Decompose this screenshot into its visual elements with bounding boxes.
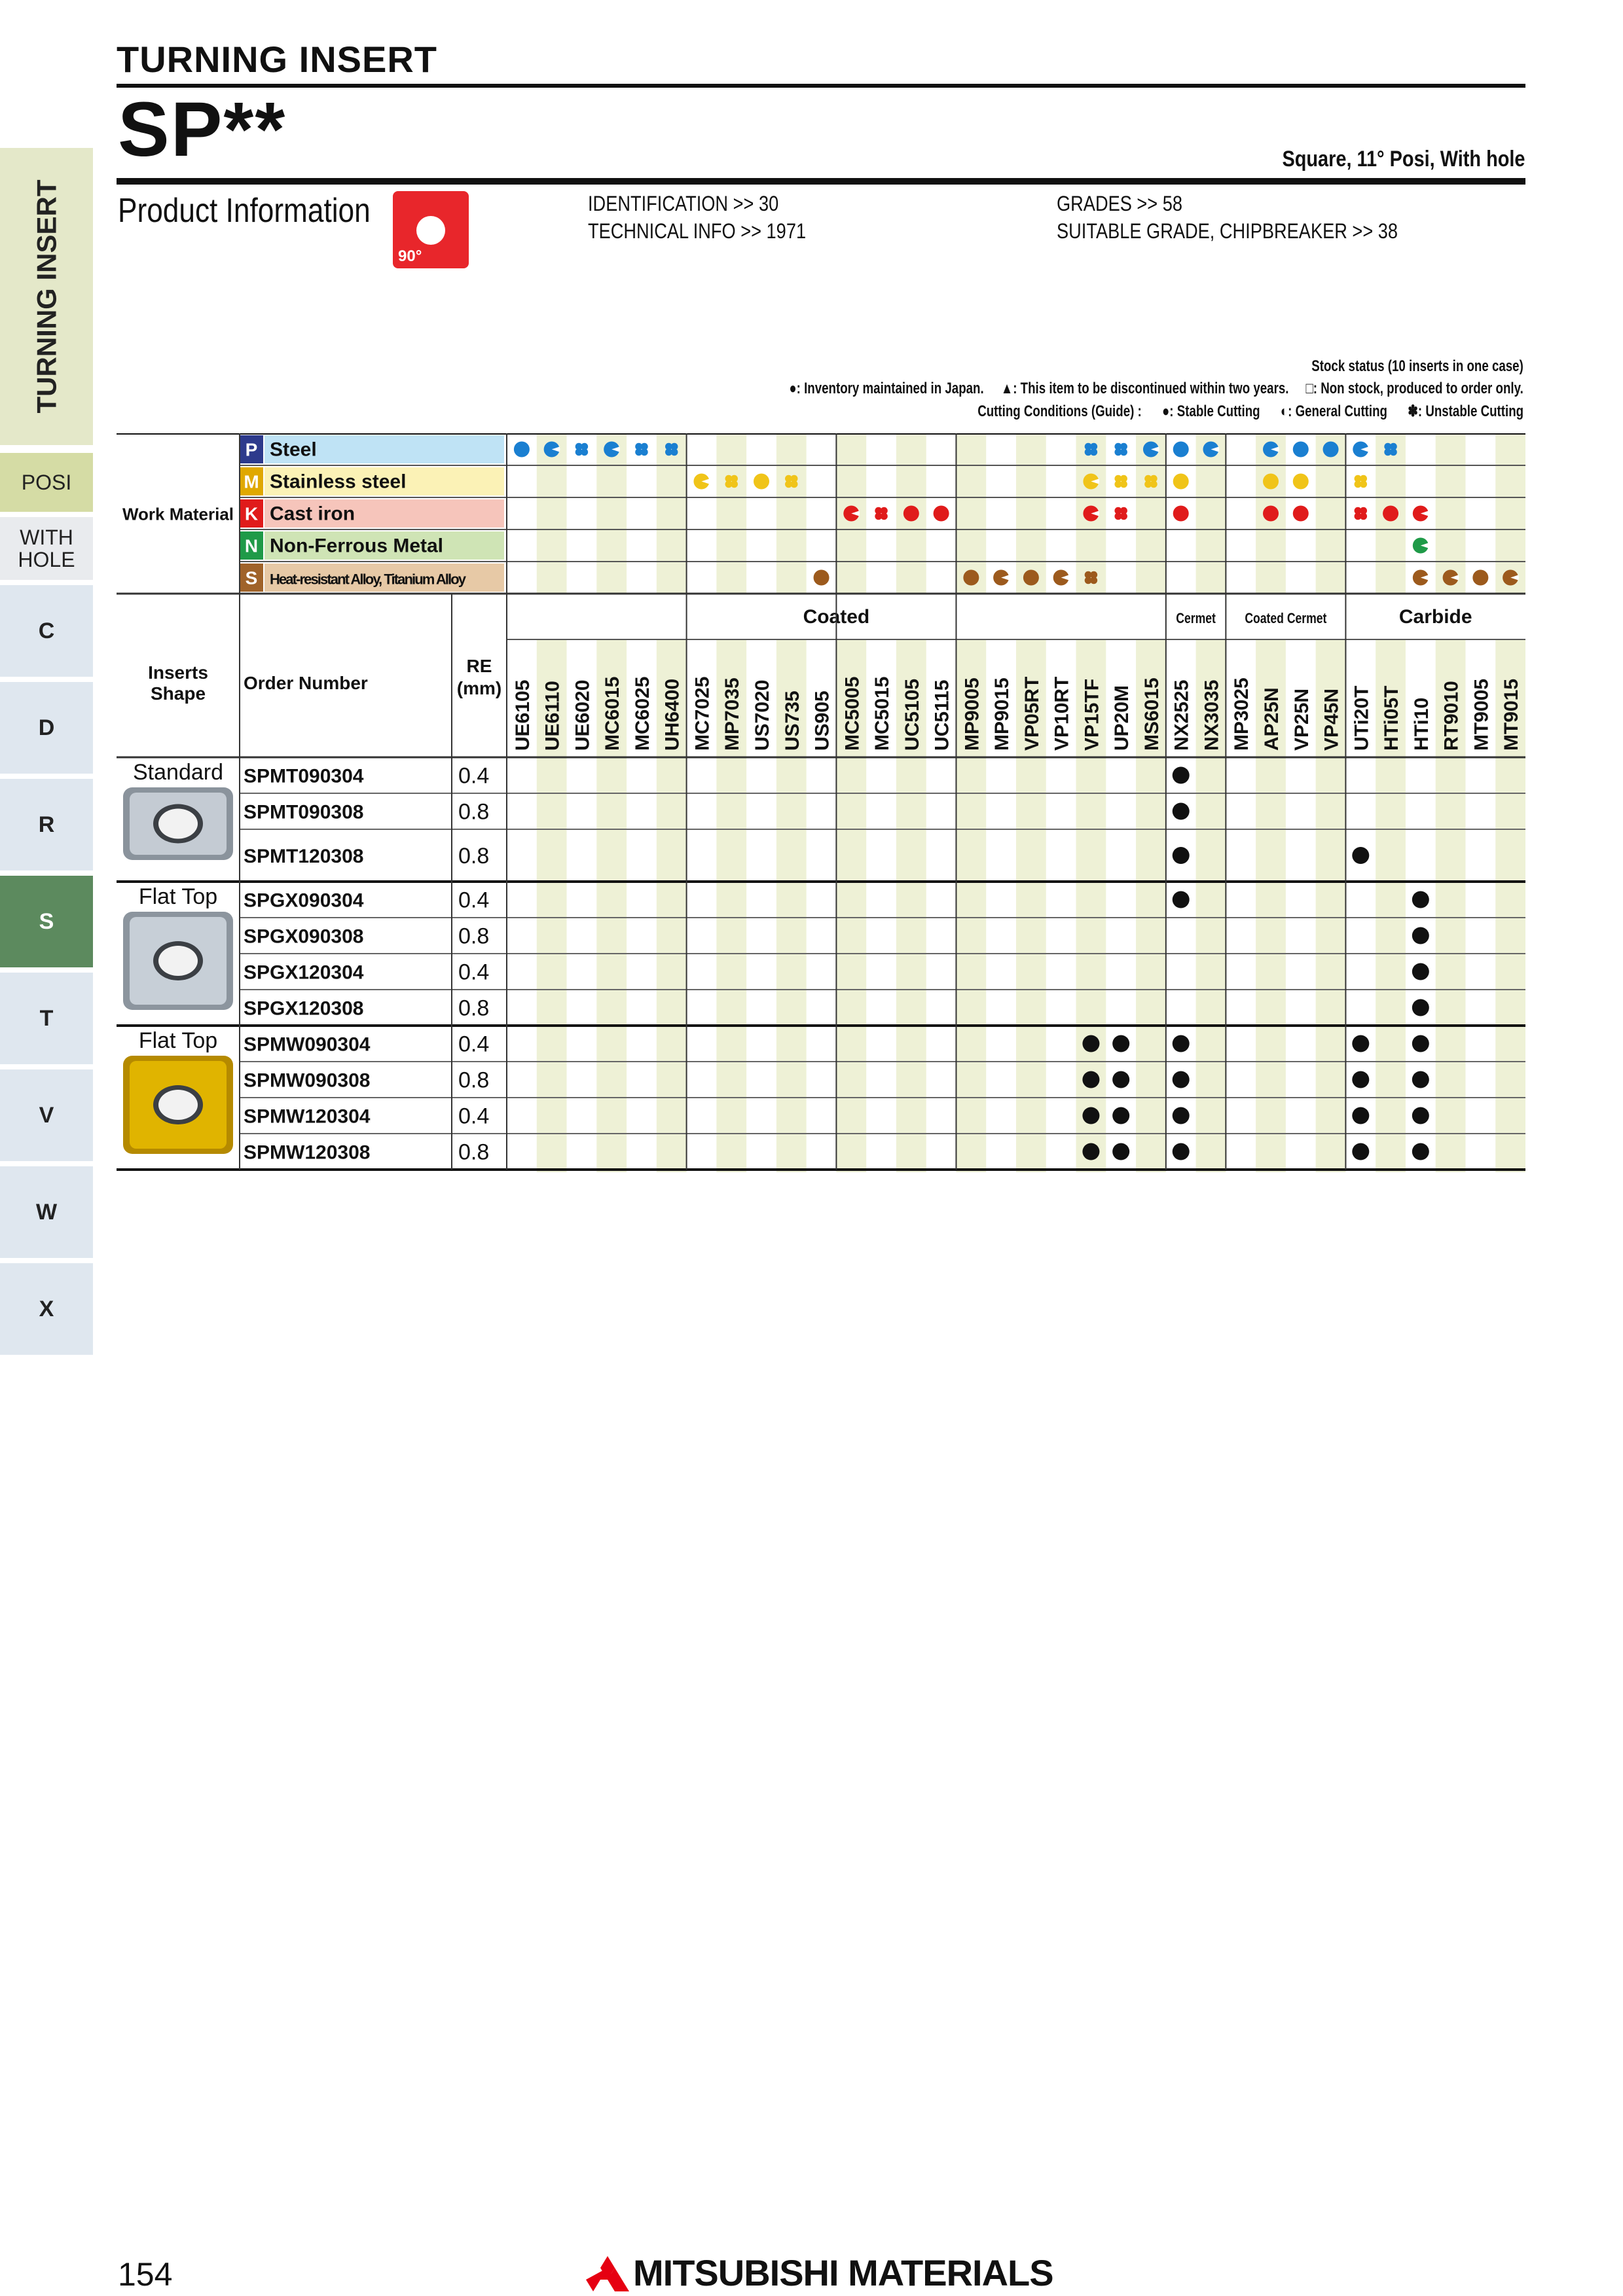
grade-label: MC5005: [841, 676, 864, 751]
legend-inventory: : Inventory maintained in Japan.: [796, 380, 984, 397]
re-value: 0.4: [458, 960, 490, 985]
general-cutting-icon: ◐: [1280, 403, 1288, 420]
work-material-label: Work Material: [122, 504, 234, 524]
grade-label: VP10RT: [1051, 676, 1073, 751]
series-title: SP**: [118, 86, 287, 173]
side-tab-posi-label: POSI: [21, 470, 72, 494]
side-tab-r[interactable]: R: [0, 779, 93, 870]
inventory-dot: [1352, 1035, 1369, 1052]
grade-label: MS6015: [1140, 677, 1163, 751]
side-tab-w[interactable]: W: [0, 1166, 93, 1258]
grade-label: HTi05T: [1381, 685, 1403, 751]
stable-cutting-mark: [963, 570, 979, 586]
reference-links-right: [1057, 190, 1398, 245]
material-name: Non-Ferrous Metal: [270, 535, 444, 557]
brand-logo: [586, 2251, 1053, 2294]
legend-cutting-conditions: Cutting Conditions (Guide) :: [977, 403, 1142, 420]
stable-cutting-mark: [1293, 474, 1309, 490]
grade-label: UC5105: [901, 678, 923, 751]
inventory-dot: [1412, 891, 1429, 908]
material-code: S: [245, 567, 258, 588]
inventory-dot: [1173, 1035, 1190, 1052]
header-rule-thick: [117, 178, 1525, 185]
grade-label: UP20M: [1111, 685, 1133, 751]
inventory-dot: [1082, 1143, 1099, 1160]
ref-identification[interactable]: IDENTIFICATION >> 30: [588, 192, 779, 215]
shape-label: Flat Top: [138, 1028, 218, 1053]
grade-label: UC5115: [931, 679, 953, 751]
order-number: SPMW120304: [244, 1105, 371, 1128]
side-tab-turning-insert-label: TURNING INSERT: [31, 179, 62, 414]
material-code: K: [244, 503, 259, 524]
group-header-cermet: Cermet: [1176, 611, 1216, 627]
shape-label: Flat Top: [138, 884, 218, 909]
side-tab-with-hole-line2: HOLE: [18, 548, 75, 571]
ref-grades[interactable]: GRADES >> 58: [1057, 192, 1183, 215]
material-name: Stainless steel: [270, 471, 407, 493]
grade-label: MC5015: [871, 676, 894, 751]
inventory-dot: [1082, 1035, 1099, 1052]
inventory-dot: [1412, 927, 1429, 944]
inventory-dot: [1173, 803, 1190, 820]
inventory-dot: [1173, 1143, 1190, 1160]
legend-non-stock: : Non stock, produced to order only.: [1313, 380, 1523, 397]
re-value: 0.8: [458, 924, 490, 949]
material-name: Heat-resistant Alloy, Titanium Alloy: [270, 571, 466, 588]
group-header-coated-cermet: Coated Cermet: [1245, 611, 1327, 627]
inventory-dot: [1412, 999, 1429, 1016]
stable-cutting-mark: [1173, 506, 1189, 522]
inventory-dot: [1173, 1107, 1190, 1124]
material-name: Cast iron: [270, 503, 356, 525]
inventory-dot: [1082, 1071, 1099, 1088]
grade-label: US735: [781, 691, 803, 751]
grade-label: VP25N: [1290, 688, 1313, 751]
stable-cutting-mark: [1263, 474, 1279, 490]
inventory-dot: [1352, 1143, 1369, 1160]
reference-links-left: [588, 190, 806, 245]
inventory-dot: [1112, 1143, 1129, 1160]
re-value: 0.8: [458, 1067, 490, 1093]
inserts-shape-header-2: Shape: [150, 683, 206, 704]
legend-general: : General Cutting: [1288, 403, 1387, 420]
stable-cutting-mark: [1023, 570, 1039, 586]
inventory-dot: [1412, 1071, 1429, 1088]
re-value: 0.4: [458, 1031, 490, 1057]
grade-label: MP9015: [991, 677, 1013, 751]
side-tab-t[interactable]: T: [0, 973, 93, 1064]
shape-label: Standard: [133, 760, 223, 785]
re-value: 0.4: [458, 888, 490, 913]
angle-90-icon: [393, 191, 469, 268]
side-tab-with-hole-line1: WITH: [20, 526, 73, 549]
stable-cutting-mark: [754, 474, 769, 490]
stable-cutting-mark: [1263, 506, 1279, 522]
unstable-cutting-mark: [1114, 475, 1127, 488]
grade-label: NX3035: [1201, 679, 1223, 751]
order-number-header: Order Number: [244, 673, 368, 693]
re-value: 0.8: [458, 1139, 490, 1165]
unstable-cutting-icon: ✽: [1408, 403, 1418, 420]
material-code: M: [244, 471, 259, 492]
side-tab-posi[interactable]: [0, 453, 93, 512]
order-number: SPMW090304: [244, 1033, 371, 1056]
legend-stable: : Stable Cutting: [1169, 403, 1260, 420]
stable-cutting-mark: [903, 506, 919, 522]
discontinued-triangle-icon: ▲: [1000, 380, 1013, 397]
side-tab-turning-insert[interactable]: [0, 148, 93, 445]
side-tab-d[interactable]: D: [0, 682, 93, 774]
side-tab-with-hole[interactable]: [0, 517, 93, 580]
order-number: SPMW120308: [244, 1141, 371, 1164]
stable-cutting-mark: [1293, 442, 1309, 457]
insert-hole-inner: [158, 1090, 198, 1120]
angle-label: 90°: [398, 247, 422, 265]
inserts-shape-header: Inserts: [148, 662, 208, 683]
inventory-dot: [1352, 847, 1369, 864]
grade-label: UE6110: [541, 681, 564, 751]
grade-label: UTi20T: [1351, 685, 1373, 751]
unstable-cutting-mark: [635, 443, 647, 456]
mitsubishi-logo-icon: [586, 2255, 629, 2291]
ref-suitable-grade[interactable]: SUITABLE GRADE, CHIPBREAKER >> 38: [1057, 219, 1398, 243]
grade-label: MC6015: [602, 676, 624, 751]
grade-label: VP45N: [1321, 688, 1343, 751]
order-number: SPMT120308: [244, 846, 364, 867]
grade-label: MC7025: [691, 676, 714, 751]
brand-name: MITSUBISHI MATERIALS: [633, 2252, 1053, 2293]
inventory-dot: [1112, 1107, 1129, 1124]
unstable-cutting-mark: [1355, 475, 1367, 488]
unstable-cutting-mark: [875, 507, 887, 520]
legend-stock-line: [789, 380, 1523, 398]
insert-hole-inner: [158, 809, 198, 839]
grade-label: MT9015: [1501, 678, 1523, 751]
unstable-cutting-mark: [1355, 507, 1367, 520]
grade-table-svg: [117, 433, 1525, 1172]
order-number: SPGX090308: [244, 925, 364, 948]
grade-label: US905: [811, 691, 833, 751]
inventory-dot: [1112, 1071, 1129, 1088]
inventory-dot: [1412, 1143, 1429, 1160]
legend-stock-status: [1311, 357, 1523, 376]
legend-unstable: : Unstable Cutting: [1417, 403, 1523, 420]
unstable-cutting-mark: [1114, 507, 1127, 520]
inventory-dot: [1173, 1071, 1190, 1088]
grade-label: VP05RT: [1021, 676, 1043, 751]
legend-cutting-line: [977, 402, 1523, 421]
grade-table: [117, 433, 1525, 1175]
grade-label: MC6025: [631, 676, 653, 751]
grade-label: UE6020: [572, 679, 594, 751]
inventory-dot: [1173, 767, 1190, 784]
grade-label: UE6105: [511, 679, 534, 751]
stable-cutting-mark: [934, 506, 949, 522]
stable-cutting-mark: [1173, 474, 1189, 490]
grade-label: US7020: [752, 679, 773, 751]
grade-label: MP9005: [961, 677, 983, 751]
header-rule: [117, 84, 1525, 88]
group-header-carbide: Carbide: [1398, 606, 1472, 628]
inventory-dot: [1082, 1107, 1099, 1124]
grade-label: UH6400: [661, 678, 684, 751]
stable-cutting-mark: [1293, 506, 1309, 522]
series-subtitle: Square, 11° Posi, With hole: [1282, 147, 1525, 171]
grade-label: VP15TF: [1081, 678, 1103, 751]
unstable-cutting-mark: [575, 443, 588, 456]
grade-label: MP7035: [721, 677, 744, 751]
grade-label: AP25N: [1261, 687, 1283, 751]
order-number: SPMT090308: [244, 801, 364, 823]
grade-label: MT9005: [1470, 678, 1493, 751]
grade-label: MP3025: [1231, 677, 1253, 751]
inventory-dot-icon: ●: [789, 380, 797, 397]
re-header: RE: [466, 656, 492, 676]
insert-hole-inner: [158, 946, 198, 976]
side-tab-x[interactable]: X: [0, 1263, 93, 1355]
inventory-dot: [1412, 1035, 1429, 1052]
ref-technical-info[interactable]: TECHNICAL INFO >> 1971: [588, 219, 807, 243]
side-tab-c[interactable]: C: [0, 585, 93, 677]
inventory-dot: [1412, 963, 1429, 980]
stable-cutting-mark: [814, 570, 830, 586]
side-tab-s[interactable]: S: [0, 876, 93, 967]
inventory-dot: [1412, 1107, 1429, 1124]
grade-label: NX2525: [1171, 679, 1193, 751]
order-number: SPGX090304: [244, 889, 364, 912]
order-number: SPGX120304: [244, 961, 364, 984]
stable-cutting-mark: [1383, 506, 1398, 522]
stable-cutting-mark: [1173, 442, 1189, 457]
order-number: SPMW090308: [244, 1069, 371, 1092]
grade-label: HTi10: [1410, 697, 1432, 751]
re-value: 0.4: [458, 1103, 490, 1129]
re-value: 0.8: [458, 799, 490, 825]
order-number: SPGX120308: [244, 997, 364, 1020]
re-value: 0.8: [458, 844, 490, 869]
stable-cutting-mark: [514, 442, 530, 457]
material-code: P: [245, 439, 258, 460]
stable-cutting-mark: [1472, 570, 1488, 586]
legend-discontinued: : This item to be discontinued within two years.: [1013, 380, 1289, 397]
inventory-dot: [1173, 891, 1190, 908]
inventory-dot: [1352, 1071, 1369, 1088]
order-number: SPMT090304: [244, 765, 364, 787]
inventory-dot: [1173, 847, 1190, 864]
non-stock-square-icon: □: [1305, 380, 1313, 397]
material-name: Steel: [270, 439, 317, 461]
stable-cutting-icon: ●: [1161, 403, 1170, 420]
section-title: Product Information: [118, 192, 371, 230]
unstable-cutting-mark: [1114, 443, 1127, 456]
inventory-dot: [1352, 1107, 1369, 1124]
legend-stock-status-text: Stock status (10 inserts in one case): [1311, 357, 1523, 375]
group-header-coated: Coated: [803, 606, 870, 628]
page-number: 154: [118, 2256, 173, 2293]
re-value: 0.4: [458, 763, 490, 789]
stable-cutting-mark: [1323, 442, 1339, 457]
side-tab-v[interactable]: V: [0, 1069, 93, 1161]
re-value: 0.8: [458, 996, 490, 1021]
re-unit-header: (mm): [456, 678, 502, 698]
grade-label: RT9010: [1440, 681, 1463, 751]
category-title: TURNING INSERT: [117, 39, 437, 80]
material-code: N: [244, 535, 259, 556]
inventory-dot: [1112, 1035, 1129, 1052]
